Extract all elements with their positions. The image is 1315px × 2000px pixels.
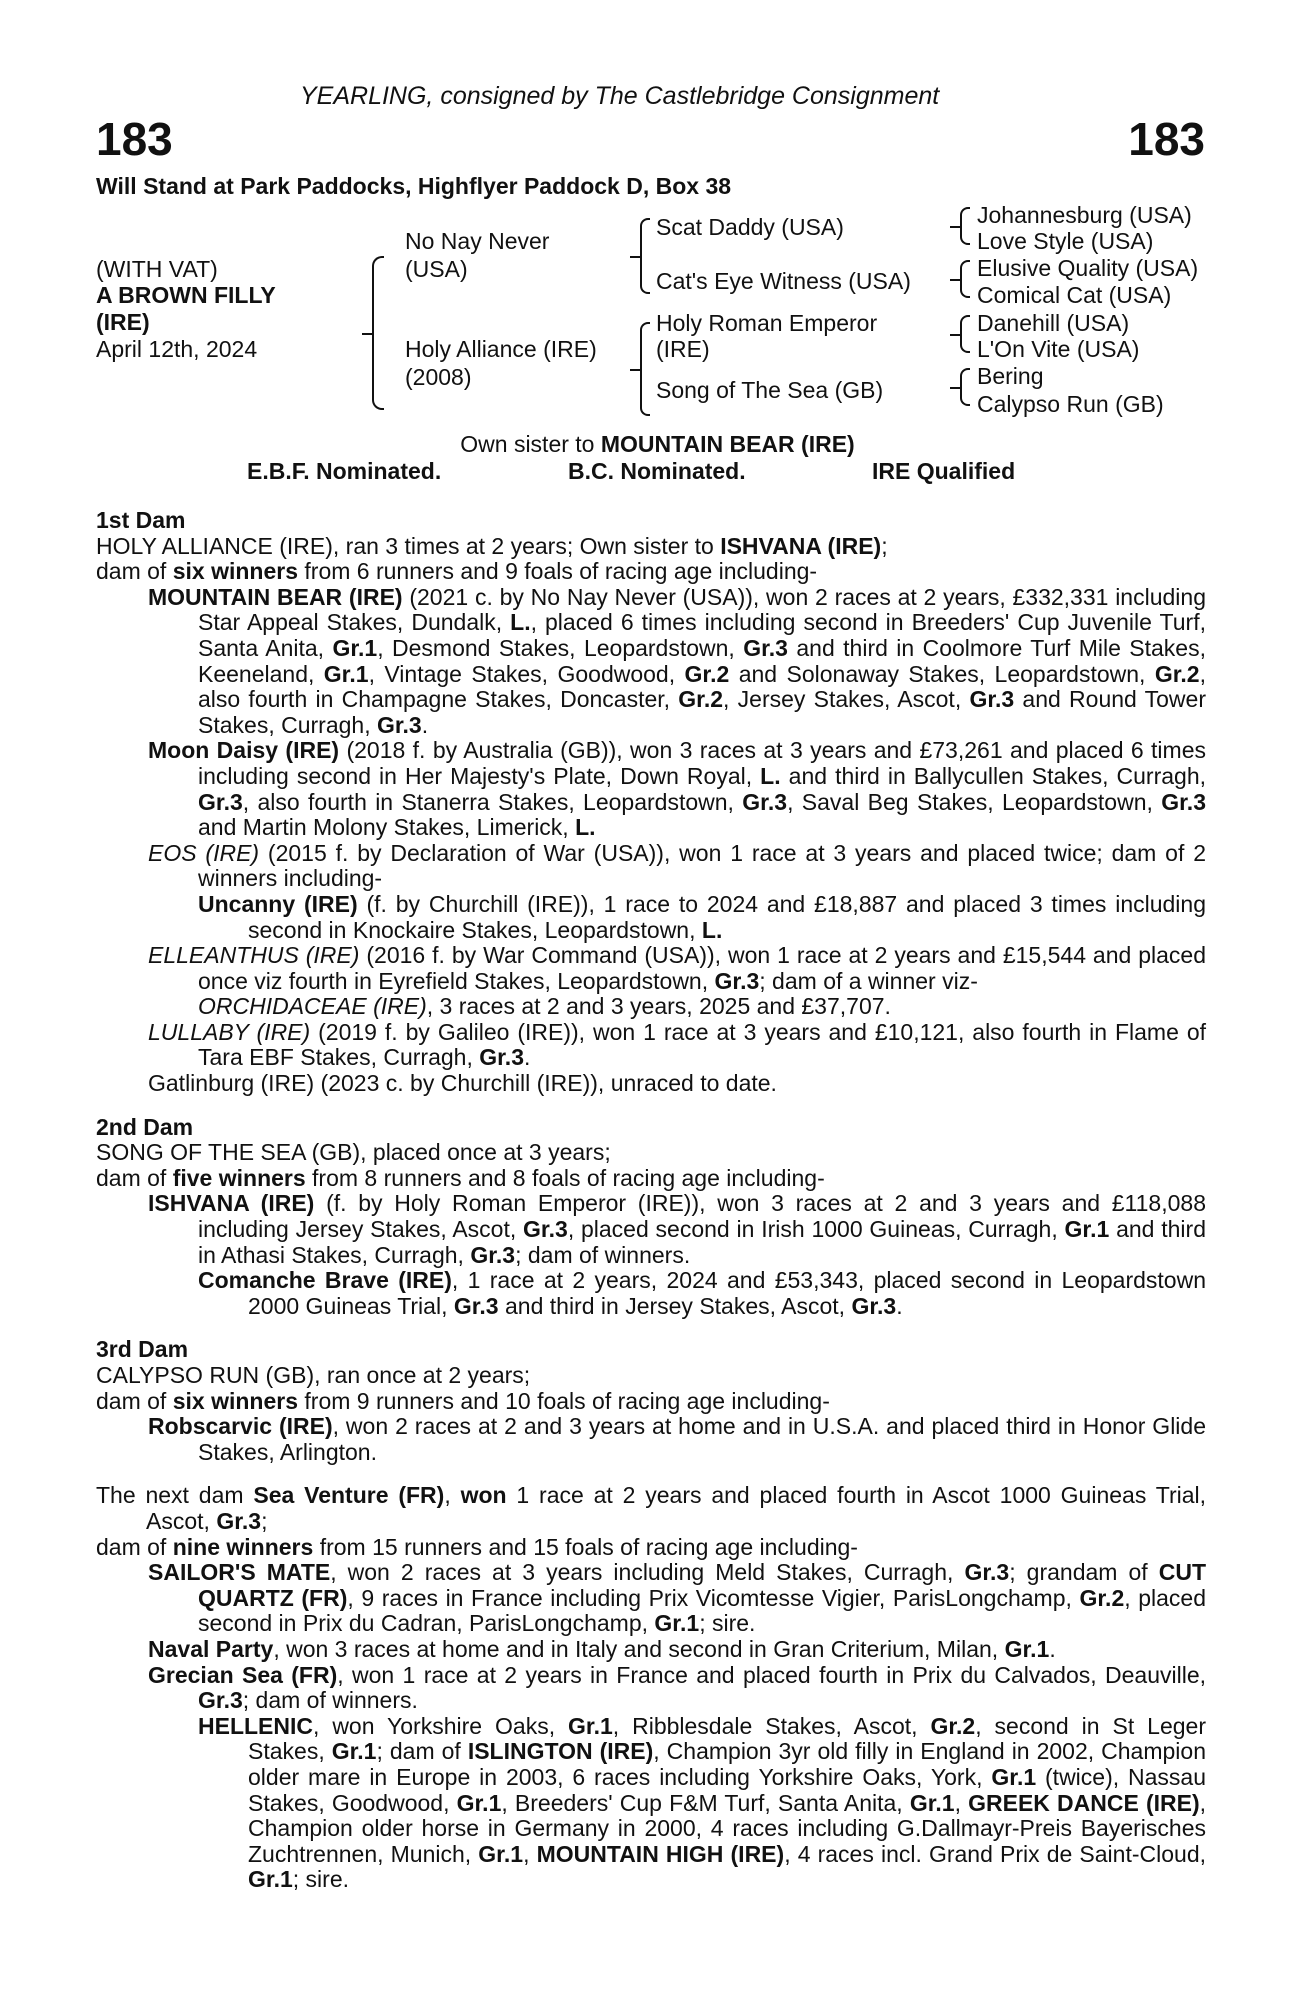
next-dam-line-2: dam of nine winners from 15 runners and 15 foals of racing age including- bbox=[96, 1533, 858, 1560]
lot-number-left: 183 bbox=[96, 113, 173, 165]
sire-sire: Scat Daddy (USA) bbox=[656, 214, 844, 240]
dam-sire-dam: L'On Vite (USA) bbox=[977, 336, 1140, 362]
dam-sire: Holy Roman Emperor bbox=[656, 310, 878, 336]
pedigree-brace-ss bbox=[960, 207, 970, 245]
catalogue-body bbox=[96, 508, 1206, 1893]
horse-description: A BROWN FILLY bbox=[96, 282, 276, 308]
consignment-header: YEARLING, consigned by The Castlebridge Consignment bbox=[300, 82, 940, 110]
horse-breeding-country: (IRE) bbox=[96, 309, 150, 335]
next-dam-line-1: The next dam Sea Venture (FR), won 1 race at 2 years and placed fourth in Ascot 1000 Guineas Trial, Ascot, Gr.3; bbox=[96, 1482, 1207, 1534]
grand-progeny-entry: Comanche Brave (IRE), 1 race at 2 years, 2024 and £53,343, placed second in Leopardstown 2000 Guineas Trial, Gr.3 and third in Jersey Stakes, Ascot, Gr.3. bbox=[198, 1267, 1206, 1319]
own-sister-name: MOUNTAIN BEAR (IRE) bbox=[600, 431, 855, 457]
pedigree-brace-sire bbox=[640, 218, 650, 294]
progeny-entry: Robscarvic (IRE), won 2 races at 2 and 3 years at home and in U.S.A. and placed third in Honor Glide Stakes, Arlington. bbox=[148, 1413, 1206, 1465]
progeny-entry: ISHVANA (IRE) (f. by Holy Roman Emperor (IRE)), won 3 races at 2 and 3 years and £118,088 including Jersey Stakes, Ascot, Gr.3, placed second in Irish 1000 Guineas, Curragh, Gr.1 and third in Athasi Stakes, Curragh, Gr.3; dam of winners. bbox=[148, 1190, 1206, 1268]
progeny-entry: MOUNTAIN BEAR (IRE) (2021 c. by No Nay Never (USA)), won 2 races at 2 years, £332,331 including Star Appeal Stakes, Dundalk, L., placed 6 times including second in Breeders' Cup Juvenile Turf, Santa Anita, Gr.1, Desmond Stakes, Leopardstown, Gr.3 and third in Coolmore Turf Mile Stakes, Keeneland, Gr.1, Vintage Stakes, Goodwood, Gr.2 and Solonaway Stakes, Leopardstown, Gr.2, also fourth in Champagne Stakes, Doncaster, Gr.2, Jersey Stakes, Ascot, Gr.3 and Round Tower Stakes, Curragh, Gr.3. bbox=[148, 583, 1206, 738]
dam-sire-sire: Danehill (USA) bbox=[977, 310, 1130, 336]
sire-sire-dam: Love Style (USA) bbox=[977, 228, 1154, 254]
first-dam-section bbox=[96, 508, 1206, 1097]
sire-dam-sire: Elusive Quality (USA) bbox=[977, 255, 1199, 281]
pedigree-brace-sd bbox=[960, 260, 970, 298]
third-dam-title: 3rd Dam bbox=[96, 1336, 189, 1363]
sire-country: (USA) bbox=[405, 256, 468, 282]
sire-dam-dam: Comical Cat (USA) bbox=[977, 282, 1172, 308]
pedigree-brace-ds bbox=[960, 315, 970, 353]
dam-name: Holy Alliance (IRE) bbox=[405, 336, 597, 362]
stand-location: Will Stand at Park Paddocks, Highflyer Paddock D, Box 38 bbox=[96, 173, 732, 199]
progeny-entry: EOS (IRE) (2015 f. by Declaration of War (USA)), won 1 race at 3 years and placed twice; dam of 2 winners including- bbox=[148, 839, 1206, 892]
ire-note: IRE Qualified bbox=[872, 458, 1016, 484]
sire-sire-sire: Johannesburg (USA) bbox=[977, 202, 1192, 228]
dam-dam-sire: Bering bbox=[977, 363, 1044, 389]
progeny-entry: Moon Daisy (IRE) (2018 f. by Australia (GB)), won 3 races at 3 years and £73,261 and placed 6 times including second in Her Majesty's Plate, Down Royal, L. and third in Ballycullen Stakes, Curragh, Gr.3, also fourth in Stanerra Stakes, Leopardstown, Gr.3, Saval Beg Stakes, Leopardstown, Gr.3 and Martin Molony Stakes, Limerick, L. bbox=[148, 737, 1207, 841]
progeny-entry: Grecian Sea (FR), won 1 race at 2 years in France and placed fourth in Prix du Calvados, Deauville, Gr.3; dam of winners. bbox=[148, 1661, 1207, 1714]
lot-number-right: 183 bbox=[1128, 113, 1205, 165]
progeny-entry: SAILOR'S MATE, won 2 races at 3 years including Meld Stakes, Curragh, Gr.3; grandam of CUT QUARTZ (FR), 9 races in France including Prix Vicomtesse Vigier, ParisLongchamp, Gr.2, placed second in Prix du Cadran, ParisLongchamp, Gr.1; sire. bbox=[148, 1559, 1207, 1637]
progeny-entry: Naval Party, won 3 races at home and in Italy and second in Gran Criterium, Milan, Gr.1. bbox=[148, 1635, 1056, 1662]
dam-year: (2008) bbox=[405, 364, 472, 390]
dam-sire-country: (IRE) bbox=[656, 336, 710, 362]
bc-note: B.C. Nominated. bbox=[568, 458, 746, 484]
pedigree-brace-dd bbox=[960, 368, 970, 406]
grand-progeny-entry: HELLENIC, won Yorkshire Oaks, Gr.1, Ribblesdale Stakes, Ascot, Gr.2, second in St Leger Stakes, Gr.1; dam of ISLINGTON (IRE), Champion 3yr old filly in England in 2002, Champion older mare in Europe in 2003, 6 races including Yorkshire Oaks, York, Gr.1 (twice), Nassau Stakes, Goodwood, Gr.1, Breeders' Cup F&M Turf, Santa Anita, Gr.1, GREEK DANCE (IRE), Champion older horse in Germany in 2000, 4 races including G.Dallmayr-Preis Bayerisches Zuchtrennen, Munich, Gr.1, MOUNTAIN HIGH (IRE), 4 races incl. Grand Prix de Saint-Cloud, Gr.1; sire. bbox=[198, 1712, 1207, 1893]
progeny-entry: LULLABY (IRE) (2019 f. by Galileo (IRE)), won 1 race at 3 years and £10,121, also fourth in Flame of Tara EBF Stakes, Curragh, Gr.3. bbox=[148, 1018, 1207, 1071]
first-dam-title: 1st Dam bbox=[96, 507, 186, 533]
third-dam-section bbox=[96, 1337, 1206, 1465]
first-dam-line-2: dam of six winners from 6 runners and 9 foals of racing age including- bbox=[96, 558, 818, 585]
sire-dam: Cat's Eye Witness (USA) bbox=[656, 268, 911, 294]
progeny-entry: ELLEANTHUS (IRE) (2016 f. by War Command (USA)), won 1 race at 2 years and £15,544 and placed once viz fourth in Eyrefield Stakes, Leopardstown, Gr.3; dam of a winner viz- ORCHIDACEAE (IRE), 3 races at 2 and 3 years, 2025 and £37,707. bbox=[148, 942, 1207, 1020]
own-sister-note: Own sister to MOUNTAIN BEAR (IRE) bbox=[460, 431, 855, 457]
progeny-entry: Gatlinburg (IRE) (2023 c. by Churchill (IRE)), unraced to date. bbox=[148, 1070, 777, 1097]
next-dam-section bbox=[96, 1483, 1206, 1893]
grand-progeny-entry: Uncanny (IRE) (f. by Churchill (IRE)), 1 race to 2024 and £18,887 and placed 3 times including second in Knockaire Stakes, Leopardstown, L. bbox=[198, 890, 1206, 943]
second-dam-section bbox=[96, 1115, 1206, 1320]
first-dam-line-1: HOLY ALLIANCE (IRE), ran 3 times at 2 years; Own sister to ISHVANA (IRE); bbox=[96, 532, 888, 559]
third-dam-line-1: CALYPSO RUN (GB), ran once at 2 years; bbox=[96, 1362, 531, 1388]
second-dam-line-1: SONG OF THE SEA (GB), placed once at 3 years; bbox=[96, 1139, 611, 1166]
ebf-note: E.B.F. Nominated. bbox=[247, 458, 442, 484]
pedigree-brace-dam bbox=[640, 322, 650, 416]
pedigree-brace-main bbox=[372, 256, 384, 410]
dam-dam: Song of The Sea (GB) bbox=[656, 377, 884, 403]
sire-name: No Nay Never bbox=[405, 228, 550, 254]
second-dam-title: 2nd Dam bbox=[96, 1113, 194, 1140]
dam-dam-dam: Calypso Run (GB) bbox=[977, 391, 1164, 417]
foaling-date: April 12th, 2024 bbox=[96, 336, 258, 362]
third-dam-line-2: dam of six winners from 9 runners and 10 foals of racing age including- bbox=[96, 1387, 830, 1414]
second-dam-line-2: dam of five winners from 8 runners and 8 foals of racing age including- bbox=[96, 1164, 825, 1191]
vat-note: (WITH VAT) bbox=[96, 256, 218, 282]
